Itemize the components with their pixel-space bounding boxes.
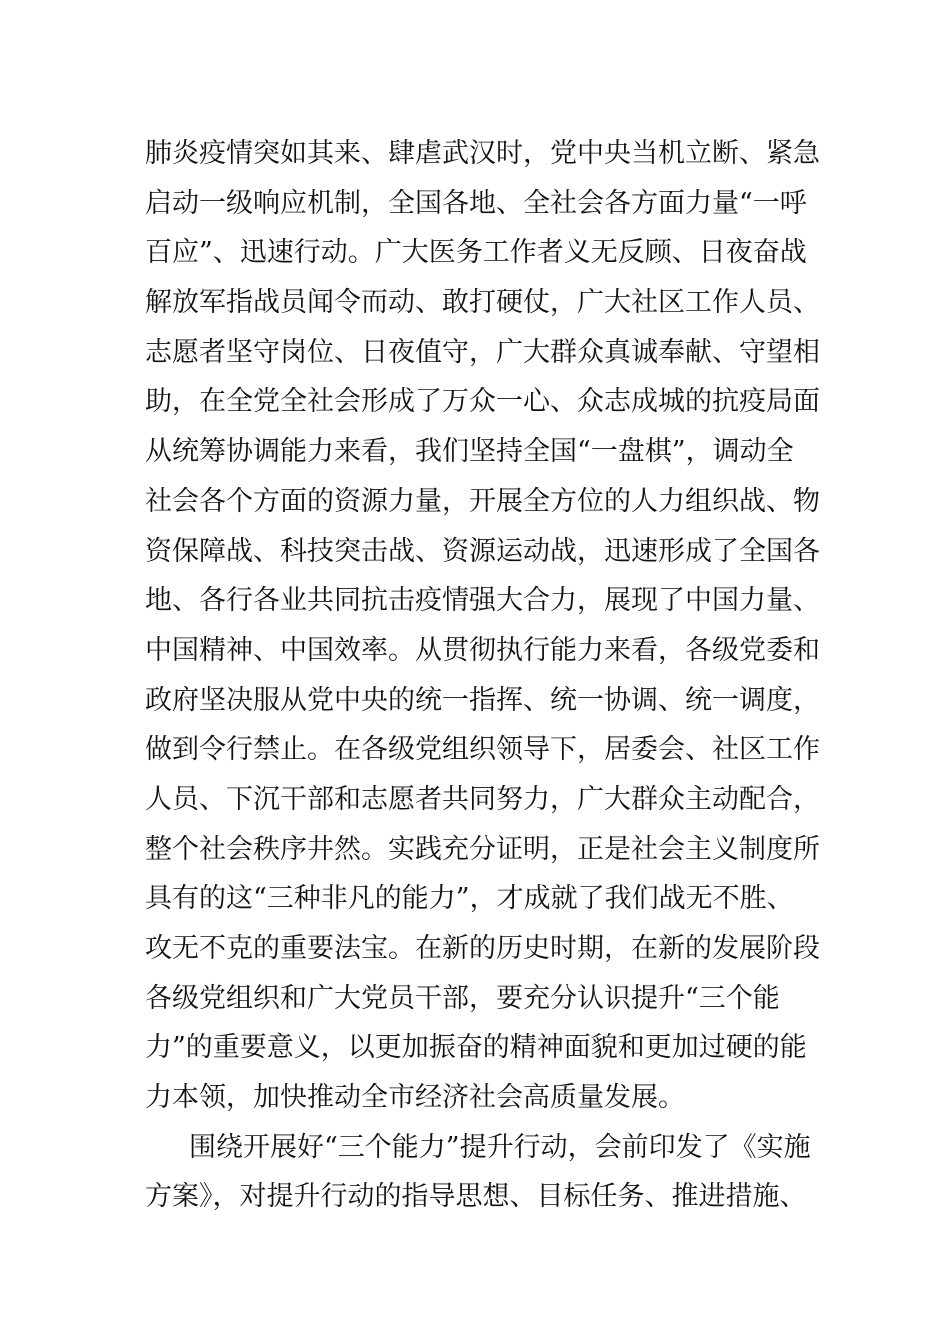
- text-line: 力”的重要意义，以更加振奋的精神面貌和更加过硬的能: [145, 1032, 807, 1064]
- text-line: 肺炎疫情突如其来、肆虐武汉时，党中央当机立断、紧急: [145, 138, 820, 169]
- text-line: 中国精神、中国效率。从贯彻执行能力来看，各级党委和: [145, 634, 820, 666]
- text-line: 志愿者坚守岗位、日夜值守，广大群众真诚奉献、守望相: [145, 336, 820, 368]
- text-line: 力本领，加快推动全市经济社会高质量发展。: [145, 1082, 685, 1114]
- text-line: 解放军指战员闻令而动、敢打硬仗，广大社区工作人员、: [145, 287, 820, 319]
- text-line: 地、各行各业共同抗击疫情强大合力，展现了中国力量、: [145, 585, 820, 617]
- text-line: 启动一级响应机制，全国各地、全社会各方面力量“一呼: [145, 187, 807, 219]
- text-line: 百应”、迅速行动。广大医务工作者义无反顾、日夜奋战: [145, 237, 807, 269]
- text-line: 助，在全党全社会形成了万众一心、众志成城的抗疫局面: [145, 386, 820, 418]
- text-line: 攻无不克的重要法宝。在新的历史时期，在新的发展阶段: [145, 933, 820, 964]
- text-line: 社会各个方面的资源力量，开展全方位的人力组织战、物: [145, 485, 820, 517]
- text-line: 从统筹协调能力来看，我们坚持全国“一盘棋”，调动全: [145, 436, 794, 468]
- text-line: 资保障战、科技突击战、资源运动战，迅速形成了全国各: [145, 535, 820, 567]
- text-line: 人员、下沉干部和志愿者共同努力，广大群众主动配合，: [145, 783, 820, 815]
- text-line: 具有的这“三种非凡的能力”，才成就了我们战无不胜、: [145, 883, 794, 915]
- text-line: 各级党组织和广大党员干部，要充分认识提升“三个能: [145, 982, 780, 1014]
- text-line: 整个社会秩序井然。实践充分证明，正是社会主义制度所: [145, 833, 820, 865]
- text-line: 方案》，对提升行动的指导思想、目标任务、推进措施、: [145, 1181, 807, 1213]
- text-line: 做到令行禁止。在各级党组织领导下，居委会、社区工作: [145, 734, 820, 766]
- body-text: [145, 129, 845, 1222]
- paragraph-first-line: 围绕开展好“三个能力”提升行动，会前印发了《实施: [189, 1131, 811, 1163]
- text-line: 政府坚决服从党中央的统一指挥、统一协调、统一调度，: [145, 684, 820, 716]
